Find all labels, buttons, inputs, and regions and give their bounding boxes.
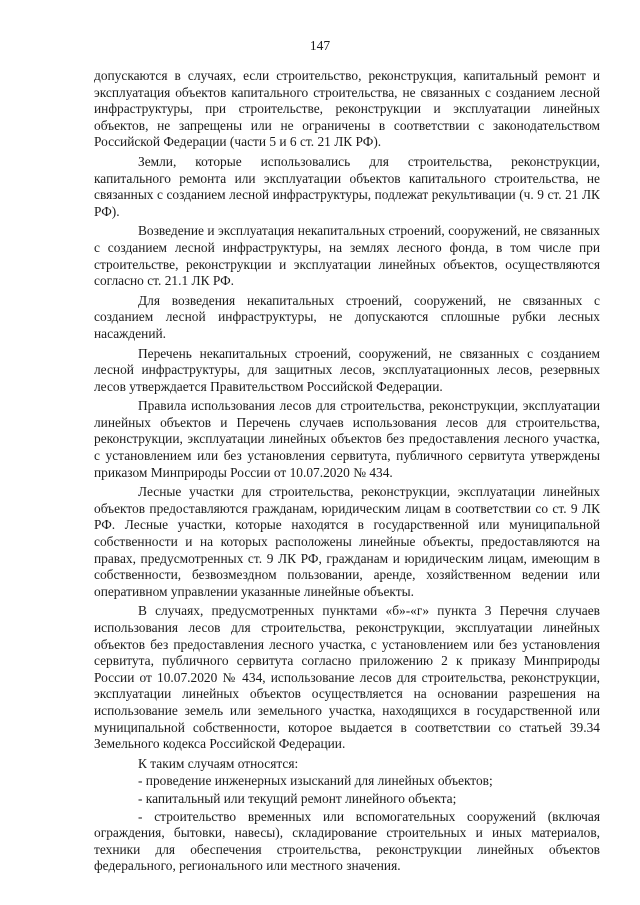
- paragraph-rules: Правила использования лесов для строительства, реконструкции, эксплуатации линейных объектов и Перечень случаев использования лесов для строительства, реконструкции, эксплуатации линейных объектов без предоставления лесного участка, с установлением или без установления сервитута, публичного сервитута утверждены приказом Минприроды России от 10.07.2020 № 434.: [94, 398, 600, 480]
- list-item: - капитальный или текущий ремонт линейного объекта;: [138, 790, 457, 806]
- paragraph-noncapital-structures: Возведение и эксплуатация некапитальных строений, сооружений, не связанных с созданием лесной инфраструктуры, на землях лесного фонда, в том числе при строительстве, реконструкции и эксплуатации линейных объектов, осуществляются согласно ст. 21.1 ЛК РФ.: [94, 223, 600, 289]
- paragraph-forest-plots: Лесные участки для строительства, реконструкции, эксплуатации линейных объектов предоставляются гражданам, юридическим лицам в соответствии со ст. 9 ЛК РФ. Лесные участки, которые находятся в государственной или муниципальной собственности и на которых расположены линейные объекты, предоставляются на правах, предусмотренных ст. 9 ЛК РФ, гражданам и юридическим лицам, имеющим в собственности, безвозмездном пользовании, аренде, хозяйственном ведении или оперативном управлении указанные линейные объекты.: [94, 484, 600, 599]
- list-item: - проведение инженерных изысканий для линейных объектов;: [138, 773, 493, 789]
- paragraph-cases-intro: К таким случаям относятся:: [138, 755, 299, 771]
- paragraph-land-recultivation: Земли, которые использовались для строительства, реконструкции, капитального ремонта или эксплуатации объектов капитального строительства, не связанных с созданием лесной инфраструктуры, подлежат рекультивации (ч. 9 ст. 21 ЛК РФ).: [94, 153, 600, 219]
- list-item: - строительство временных или вспомогательных сооружений (включая ограждения, бытовки, навесы), складирование строительных и иных материалов, техники для обеспечения строительства, реконструкции линейных объектов федерального, регионального или местного значения.: [94, 808, 600, 874]
- paragraph-clear-cutting: Для возведения некапитальных строений, сооружений, не связанных с созданием лесной инфраструктуры, не допускаются сплошные рубки лесных насаждений.: [94, 292, 600, 341]
- paragraph-cases: В случаях, предусмотренных пунктами «б»-«г» пункта 3 Перечня случаев использования лесов для строительства, реконструкции, эксплуатации линейных объектов без предоставления лесного участка, с установлением или без установления сервитута, публичного сервитута согласно приложению 2 к приказу Минприроды России от 10.07.2020 № 434, использование лесов для строительства, реконструкции, эксплуатации линейных объектов осуществляется на основании разрешения на использование земель или земельного участка, находящихся в государственной или муниципальной собственности, которое выдается в соответствии со статьей 39.34 Земельного кодекса Российской Федерации.: [94, 603, 600, 752]
- page-number: 147: [309, 38, 331, 53]
- document-body: [94, 68, 600, 876]
- paragraph-continued: допускаются в случаях, если строительство, реконструкция, капитальный ремонт и эксплуатация объектов капитального строительства, не связанных с созданием лесной инфраструктуры, при строительстве, реконструкции и эксплуатации линейных объектов, не запрещены или не ограничены в соответствии с законодательством Российской Федерации (части 5 и 6 ст. 21 ЛК РФ).: [94, 68, 600, 150]
- paragraph-structures-list: Перечень некапитальных строений, сооружений, не связанных с созданием лесной инфраструктуры, для защитных лесов, эксплуатационных лесов, резервных лесов утверждается Правительством Российской Федерации.: [94, 345, 600, 394]
